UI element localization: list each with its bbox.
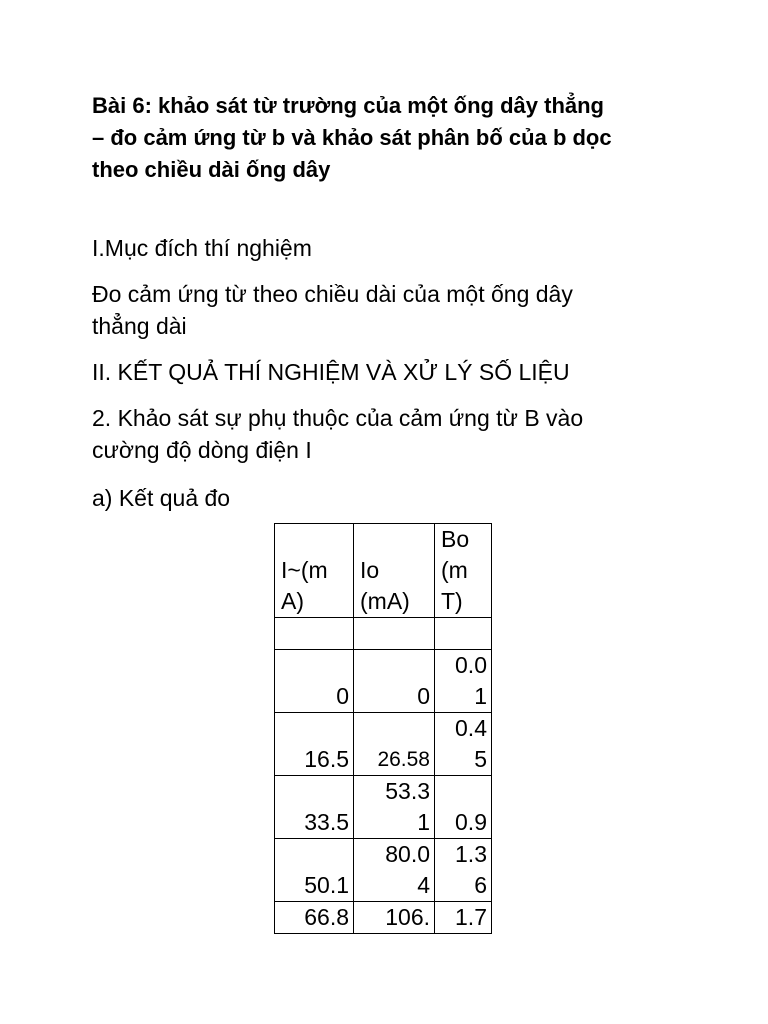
table-header-row xyxy=(275,524,492,618)
cell-line: 26.58 xyxy=(377,748,430,771)
cell-line: 1 xyxy=(417,809,430,835)
cell-line: 6 xyxy=(474,872,487,898)
header-cell-io xyxy=(354,524,435,618)
header-line: Bo xyxy=(441,526,470,552)
cell-line: 1.3 xyxy=(455,841,487,867)
table-cell xyxy=(275,902,354,934)
cell-line: 66.8 xyxy=(304,904,349,930)
header-line: A) xyxy=(281,588,304,614)
cell-line: 80.0 xyxy=(385,841,430,867)
table-cell xyxy=(435,713,492,776)
table-cell xyxy=(435,902,492,934)
document-title xyxy=(92,90,692,186)
table-row xyxy=(275,776,492,839)
table-cell xyxy=(354,713,435,776)
cell-line: 0 xyxy=(417,683,430,709)
header-cell-current xyxy=(275,524,354,618)
title-line: – đo cảm ứng từ b và khảo sát phân bố của b dọc xyxy=(92,125,612,150)
table-row xyxy=(275,650,492,713)
table-cell xyxy=(354,776,435,839)
table-cell xyxy=(435,839,492,902)
subsection-line: cường độ dòng điện I xyxy=(92,437,312,463)
table-row-empty xyxy=(275,618,492,650)
purpose-text xyxy=(92,278,573,342)
cell-line: 106. xyxy=(385,904,430,930)
cell-line: 0.4 xyxy=(455,715,487,741)
table-cell xyxy=(435,618,492,650)
header-line: Io xyxy=(360,557,380,583)
subsection-line: 2. Khảo sát sự phụ thuộc của cảm ứng từ B vào xyxy=(92,405,584,431)
cell-line: 5 xyxy=(474,746,487,772)
cell-line: 4 xyxy=(417,872,430,898)
purpose-line: Đo cảm ứng từ theo chiều dài của một ống dây xyxy=(92,281,573,307)
table-cell xyxy=(435,776,492,839)
header-line: T) xyxy=(441,588,463,614)
table-cell xyxy=(275,618,354,650)
cell-line: 1.7 xyxy=(455,904,487,930)
header-cell-bo xyxy=(435,524,492,618)
cell-line: 0 xyxy=(336,683,349,709)
section-heading-purpose: I.Mục đích thí nghiệm xyxy=(92,235,312,261)
section-heading-results: II. KẾT QUẢ THÍ NGHIỆM VÀ XỬ LÝ SỐ LIỆU xyxy=(92,359,570,385)
cell-line: 1 xyxy=(474,683,487,709)
table-cell xyxy=(354,902,435,934)
cell-line: 53.3 xyxy=(385,778,430,804)
measurement-table xyxy=(274,523,492,934)
cell-line: 50.1 xyxy=(304,872,349,898)
table-cell xyxy=(435,650,492,713)
header-line: (m xyxy=(441,557,468,583)
header-line: I~(m xyxy=(281,557,328,583)
table-cell xyxy=(354,650,435,713)
purpose-line: thẳng dài xyxy=(92,313,187,339)
cell-line: 0.9 xyxy=(455,809,487,835)
table-cell xyxy=(275,713,354,776)
title-line: Bài 6: khảo sát từ trường của một ống dây thẳng xyxy=(92,93,604,118)
cell-line: 0.0 xyxy=(455,652,487,678)
table-cell xyxy=(354,839,435,902)
header-line: (mA) xyxy=(360,588,410,614)
part-a-heading: a) Kết quả đo xyxy=(92,485,231,511)
table-row xyxy=(275,902,492,934)
cell-line: 16.5 xyxy=(304,746,349,772)
title-line: theo chiều dài ống dây xyxy=(92,157,331,182)
table-row xyxy=(275,839,492,902)
table-cell xyxy=(275,776,354,839)
table-cell xyxy=(275,839,354,902)
table-row xyxy=(275,713,492,776)
cell-line: 33.5 xyxy=(304,809,349,835)
subsection-heading xyxy=(92,402,583,466)
table-cell xyxy=(354,618,435,650)
table-cell xyxy=(275,650,354,713)
